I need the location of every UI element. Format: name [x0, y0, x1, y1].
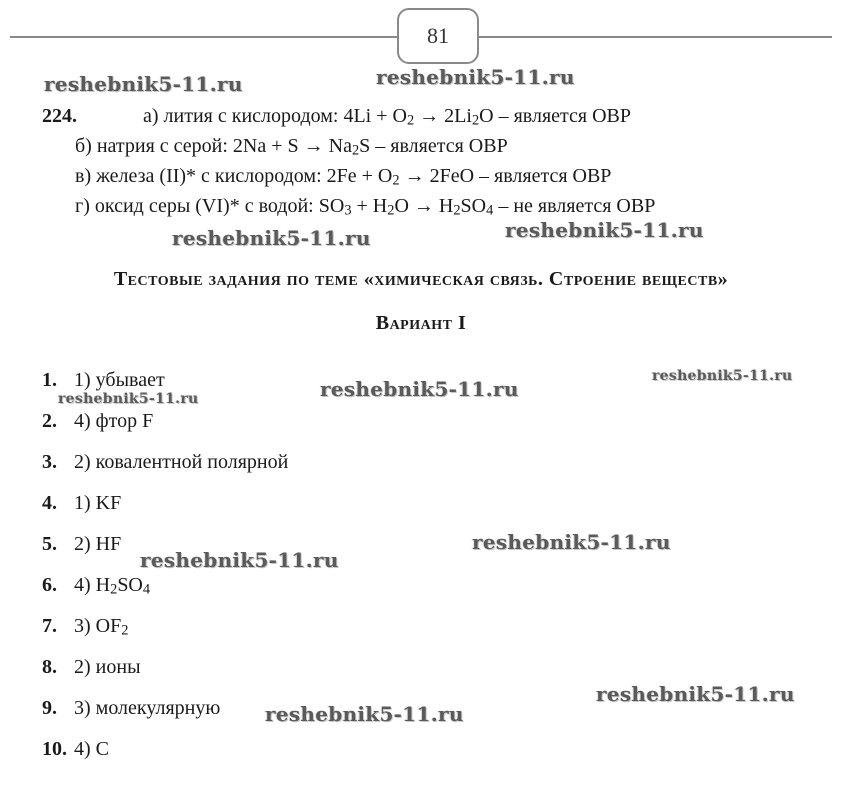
watermark: reshebnik5-11.ru — [652, 368, 793, 384]
answer-item: 7. 3) $OF_2$ — [42, 615, 129, 639]
task-line-c: в) железа (II)* с кислородом: $2Fe + O_2 \to 2FeO$ – является ОВР — [75, 165, 612, 189]
watermark: reshebnik5-11.ru — [320, 377, 519, 401]
watermark: reshebnik5-11.ru — [44, 72, 243, 96]
watermark: reshebnik5-11.ru — [472, 530, 671, 554]
answer-item: 6. 4) $H_2SO_4$ — [42, 574, 151, 598]
section-title: Тестовые задания по теме «химическая связь. Строение веществ» — [113, 268, 729, 290]
answer-item: 1. 1) убывает — [42, 369, 165, 391]
answer-item: 9. 3) молекулярную — [42, 697, 221, 719]
answer-item: 5. 2) HF — [42, 533, 122, 555]
task-number: 224. — [42, 105, 77, 127]
answer-item: 4. 1) KF — [42, 492, 122, 514]
watermark: reshebnik5-11.ru — [140, 548, 339, 572]
task-line-b: б) натрия с серой: $2Na + S \to Na_2S$ – является ОВР — [75, 135, 508, 159]
answer-item: 10. 4) C — [42, 738, 109, 760]
header-rule-right — [475, 36, 832, 38]
page-number: 81 — [397, 8, 479, 64]
answer-item: 3. 2) ковалентной полярной — [42, 451, 289, 473]
watermark: reshebnik5-11.ru — [505, 218, 704, 242]
header-rule-left — [10, 36, 397, 38]
task-line-a: а) лития с кислородом: $4Li + O_2 \to 2Li_2O$ – является ОВР — [143, 105, 631, 129]
watermark: reshebnik5-11.ru — [265, 702, 464, 726]
answer-item: 8. 2) ионы — [42, 656, 141, 678]
answer-item: 2. 4) фтор F — [42, 410, 154, 432]
task-line-d: г) оксид серы (VI)* с водой: $SO_3 + H_2O \to H_2SO_4$ – не является ОВР — [75, 195, 656, 219]
watermark: reshebnik5-11.ru — [172, 226, 371, 250]
watermark: reshebnik5-11.ru — [58, 391, 199, 407]
variant-title: Вариант I — [375, 312, 467, 334]
watermark: reshebnik5-11.ru — [596, 682, 795, 706]
watermark: reshebnik5-11.ru — [376, 65, 575, 89]
